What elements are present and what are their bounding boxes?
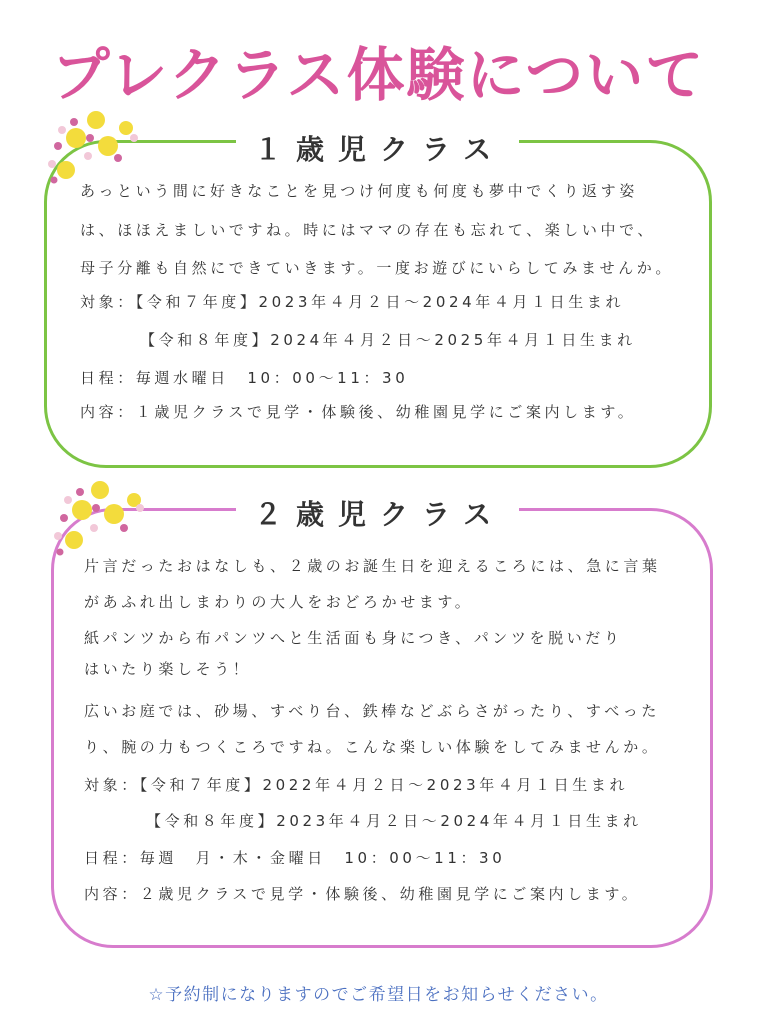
class1-heading: １歳児クラス	[236, 128, 519, 168]
class1-line: 母子分離も自然にできていきます。一度お遊びにいらしてみませんか。	[80, 259, 675, 277]
flower-decoration-icon	[52, 478, 147, 558]
class1-content: 内容：１歳児クラスで見学・体験後、幼稚園見学にご案内します。	[80, 403, 637, 421]
class2-line: 紙パンツから布パンツへと生活面も身につき、パンツを脱いだり	[84, 629, 623, 647]
class2-content: 内容：２歳児クラスで見学・体験後、幼稚園見学にご案内します。	[84, 885, 641, 903]
class2-heading: ２歳児クラス	[236, 493, 519, 533]
class1-schedule: 日程：毎週水曜日 10：00～11：30	[80, 369, 409, 387]
class2-schedule: 日程：毎週 月・木・金曜日 10：00～11：30	[84, 849, 506, 867]
flower-decoration-icon	[46, 108, 141, 188]
class2-line: 広いお庭では、砂場、すべり台、鉄棒などぶらさがったり、すべった	[84, 702, 661, 720]
class2-line: り、腕の力もつくころですね。こんな楽しい体験をしてみませんか。	[84, 738, 661, 756]
class2-line: があふれ出しまわりの大人をおどろかせます。	[84, 593, 474, 611]
class2-target: 【令和８年度】2023年４月２日～2024年４月１日生まれ	[146, 812, 642, 830]
class2-line: はいたり楽しそう！	[84, 660, 252, 678]
class1-line: は、ほほえましいですね。時にはママの存在も忘れて、楽しい中で、	[80, 221, 657, 239]
class1-target: 【令和８年度】2024年４月２日～2025年４月１日生まれ	[140, 331, 636, 349]
page-title: プレクラス体験について	[51, 41, 706, 109]
class1-target: 対象：【令和７年度】2023年４月２日～2024年４月１日生まれ	[80, 293, 625, 311]
class2-target: 対象：【令和７年度】2022年４月２日～2023年４月１日生まれ	[84, 776, 629, 794]
reservation-note: ☆予約制になりますのでご希望日をお知らせください。	[148, 985, 609, 1005]
class1-line: あっという間に好きなことを見つけ何度も何度も夢中でくり返す姿	[80, 182, 638, 200]
class2-line: 片言だったおはなしも、２歳のお誕生日を迎えるころには、急に言葉	[84, 557, 661, 575]
